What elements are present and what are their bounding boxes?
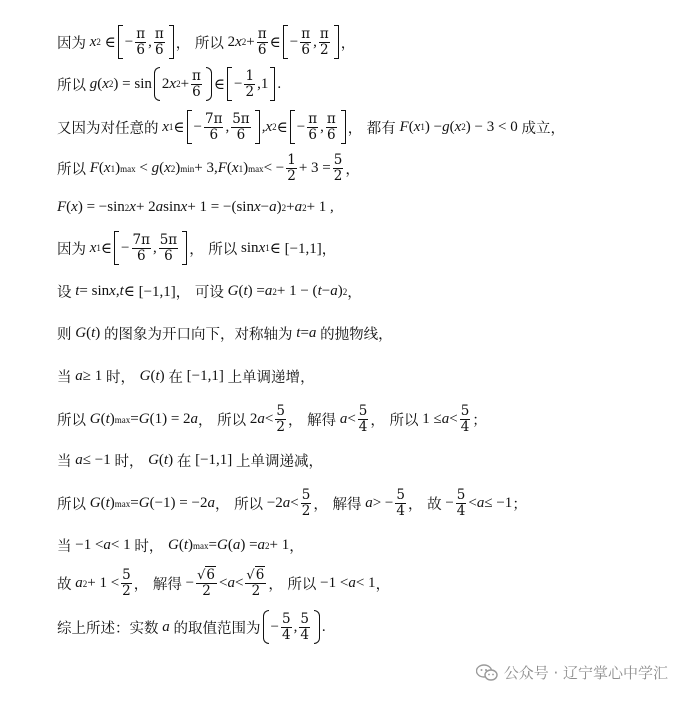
line-15: 综上所述：实数 a 的取值范围为 − $\frac{5}{4}$ , $\frac{5}{4}$ . xyxy=(57,610,326,643)
line-9: 当 a ≥ 1 时 ， G ( t ) 在 [−1,1] 上单调递增 ， xyxy=(57,368,315,386)
line-7: 设 t = sin x , t ∈ [−1,1] ， 可设 G ( t ) = a 2 + 1 − ( t − a ) 2 ， xyxy=(57,283,362,301)
line-11: 当 a ≤ −1 时 ， G ( t ) 在 [−1,1] 上单调递减 ， xyxy=(57,452,324,470)
line-13: 当 −1 < a < 1 时 ， G ( t ) max = G ( a ) = a 2 + 1 ， xyxy=(57,537,304,555)
line-5: F ( x ) = −sin 2 x + 2 a sin x + 1 = −(sin x − a ) 2 + a 2 + 1 , xyxy=(57,199,334,215)
watermark xyxy=(476,662,668,683)
line-12: 所以 G ( t ) max = G (−1) = −2 a ， 所以 −2 a < $\frac{5}{2}$ ， 解得 a > − $\frac{5}{4}$ ， 故 − $\frac{5}{4}$ < a ≤ −1 ； xyxy=(57,487,527,519)
watermark-text: 公众号 · 辽宁掌心中学汇 xyxy=(503,664,668,682)
line-14: 故 a 2 + 1 < $\frac{5}{2}$ ， 解得 − $\frac{√6}{2}$ < a < $\frac{√6}{2}$ ， 所以 −1 < a < 1 ， xyxy=(57,567,391,599)
line-8: 则 G ( t ) 的图象为开口向下，对称轴为 t = a 的抛物线 ， xyxy=(57,325,393,343)
line-3: 又因为对任意的 x 1 ∈ − $\frac{7\pi}{6}$ , $\frac{5\pi}{6}$ , x 2 ∈ − $\frac{\pi}{6}$ , $\frac{\pi}{6}$ ， 都有 F ( x 1 ) − g ( x 2 ) − 3 < 0 成立 ， xyxy=(57,110,565,143)
line-6: 因为 x 1 ∈ − $\frac{7\pi}{6}$ , $\frac{5\pi}{6}$ ， 所以 sin x 1 ∈ [−1,1] ， xyxy=(57,231,337,264)
line-2: 所以 g ( x 2 ) = sin 2 x 2 + $\frac{\pi}{6}$ ∈ − $\frac{1}{2}$ ,1 . xyxy=(57,67,282,100)
line-1: 因为 x 2 ∈ − $\frac{\pi}{6}$ , $\frac{\pi}{6}$ ， 所以 2 x 2 + $\frac{\pi}{6}$ ∈ − $\frac{\pi}{6}$ , $\frac{\pi}{2}$ ， xyxy=(57,25,356,58)
wechat-icon xyxy=(476,664,498,682)
line-4: 所以 F ( x 1 ) max < g ( x 2 ) min + 3, F ( x 1 ) max < − $\frac{1}{2}$ + 3 = $\frac{5}{2}$ ， xyxy=(57,152,360,184)
line-10: 所以 G ( t ) max = G (1) = 2 a ， 所以 2 a < $\frac{5}{2}$ ， 解得 a < $\frac{5}{4}$ ， 所以 1 ≤ a < $\frac{5}{4}$ ； xyxy=(57,403,487,435)
